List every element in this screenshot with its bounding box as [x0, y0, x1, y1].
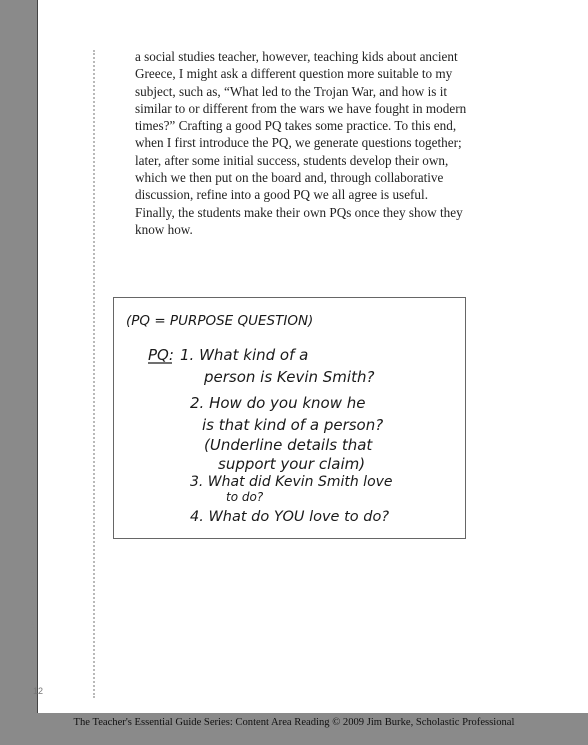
body-paragraph: a social studies teacher, however, teaching kids about ancient Greece, I might ask a different question more suitable to my subject, such as, “What led to the Trojan War, and how is it similar to or different from the wars we have fought in modern times?” Crafting a good PQ takes some practice. To this end, when I first introduce the PQ, we generate questions together; later, after some initial success, students develop their own, which we then put on the board and, through collaborative discussion, refine into a good PQ we all agree is useful. Finally, the students make their own PQs once they show they know how.	[135, 49, 467, 237]
note-label: PQ:	[148, 346, 174, 364]
note-line-6: support your claim)	[218, 455, 366, 473]
handwriting-canvas	[114, 298, 465, 538]
running-head: • THE TEACHER'S ESSENTIAL GUIDE: CONTENT AREA READING	[28, 397, 37, 684]
note-line-9: 4. What do YOU love to do?	[190, 509, 390, 525]
handwritten-note-figure	[113, 297, 466, 539]
note-line-1: 1. What kind of a	[180, 346, 309, 364]
note-line-3: 2. How do you know he	[190, 394, 366, 412]
note-line-7: 3. What did Kevin Smith love	[190, 474, 393, 490]
note-line-4: is that kind of a person?	[202, 416, 384, 434]
book-page	[37, 0, 588, 713]
margin-dotted-rule	[93, 50, 95, 698]
note-line-2: person is Kevin Smith?	[204, 368, 375, 386]
note-line-5: (Underline details that	[204, 436, 373, 454]
page-number: 12	[33, 686, 44, 696]
note-line-8: to do?	[226, 490, 264, 504]
note-heading: (PQ = PURPOSE QUESTION)	[126, 313, 314, 329]
footer-credit: The Teacher's Essential Guide Series: Content Area Reading © 2009 Jim Burke, Scholastic Professional	[73, 717, 515, 728]
